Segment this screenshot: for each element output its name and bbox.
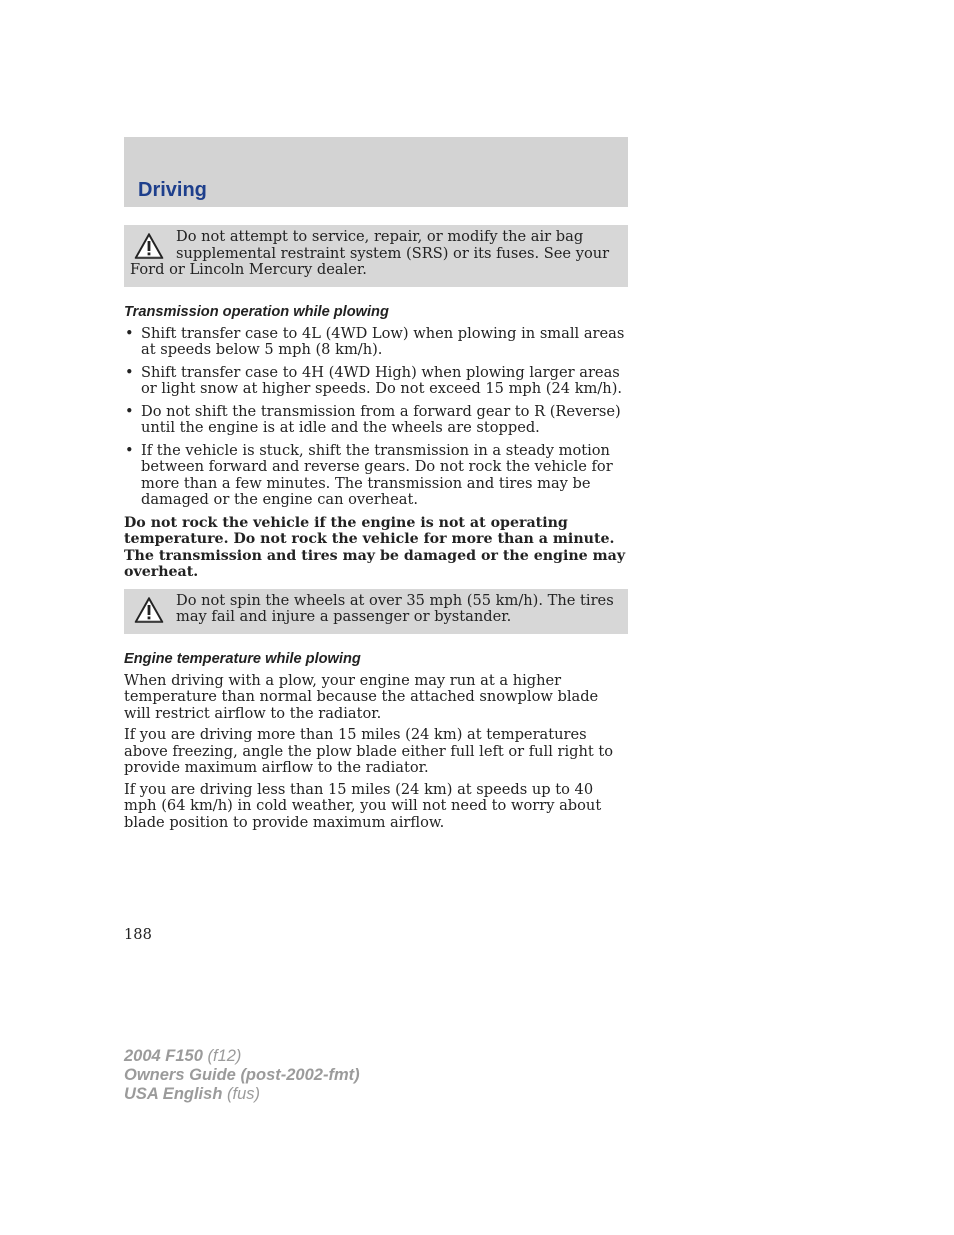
footer-line-language bbox=[124, 1085, 360, 1104]
warning-triangle-icon bbox=[134, 232, 164, 260]
footer-guide: Owners Guide (post-2002-fmt) bbox=[124, 1066, 360, 1084]
transmission-bullet-list bbox=[124, 326, 628, 509]
warning-text: Do not attempt to service, repair, or modify the air bag supplemental restraint system (SRS) or its fuses. See your Ford or Lincoln Mercury dealer. bbox=[130, 228, 610, 278]
bullet-text: Do not shift the transmission from a forward gear to R (Reverse) until the engine is at idle and the wheels are stopped. bbox=[141, 402, 621, 436]
footer-language-code: (fus) bbox=[227, 1085, 260, 1103]
list-item bbox=[124, 365, 628, 398]
warning-box-airbag bbox=[124, 225, 628, 287]
engine-heading: Engine temperature while plowing bbox=[124, 650, 361, 667]
engine-paragraph: When driving with a plow, your engine may run at a higher temperature than normal because the attached snowplow blade will restrict airflow to the radiator. bbox=[124, 671, 599, 722]
footer-line-guide bbox=[124, 1066, 360, 1085]
bullet-text: If the vehicle is stuck, shift the transmission in a steady motion between forward and reverse gears. Do not rock the vehicle for more than a few minutes. The transmission and tires may be damaged or the engine can overheat. bbox=[141, 441, 613, 508]
warning-text: Do not spin the wheels at over 35 mph (55 km/h). The tires may fail and injure a passenger or bystander. bbox=[176, 591, 614, 625]
footer-language: USA English bbox=[124, 1085, 223, 1103]
footer-model-code: (f12) bbox=[207, 1047, 242, 1065]
bullet-marker: • bbox=[125, 402, 134, 420]
page-content bbox=[124, 225, 628, 836]
bullet-marker: • bbox=[125, 441, 134, 459]
document-footer bbox=[124, 1047, 360, 1104]
list-item bbox=[124, 326, 628, 359]
engine-paragraph: If you are driving less than 15 miles (24 km) at speeds up to 40 mph (64 km/h) in cold weather, you will not need to worry about blade position to provide maximum airflow. bbox=[124, 780, 602, 831]
transmission-heading: Transmission operation while plowing bbox=[124, 303, 389, 320]
bullet-marker: • bbox=[125, 324, 134, 342]
warning-triangle-icon bbox=[134, 596, 164, 624]
list-item bbox=[124, 443, 628, 509]
section-title: Driving bbox=[138, 179, 207, 201]
bullet-text: Shift transfer case to 4L (4WD Low) when plowing in small areas at speeds below 5 mph (8 km/h). bbox=[141, 324, 625, 358]
bullet-text: Shift transfer case to 4H (4WD High) when plowing larger areas or light snow at higher speeds. Do not exceed 15 mph (24 km/h). bbox=[141, 363, 623, 397]
section-header-band bbox=[124, 137, 628, 207]
list-item bbox=[124, 404, 628, 437]
bullet-marker: • bbox=[125, 363, 134, 381]
engine-paragraph: If you are driving more than 15 miles (24 km) at temperatures above freezing, angle the plow blade either full left or full right to provide maximum airflow to the radiator. bbox=[124, 726, 614, 776]
rocking-caution-text: Do not rock the vehicle if the engine is not at operating temperature. Do not rock the vehicle for more than a minute. The transmission and tires may be damaged or the engine may overheat. bbox=[124, 514, 626, 580]
footer-model: 2004 F150 bbox=[124, 1047, 203, 1065]
warning-box-wheel-spin bbox=[124, 589, 628, 634]
footer-line-model bbox=[124, 1047, 360, 1066]
page-number: 188 bbox=[124, 926, 152, 943]
